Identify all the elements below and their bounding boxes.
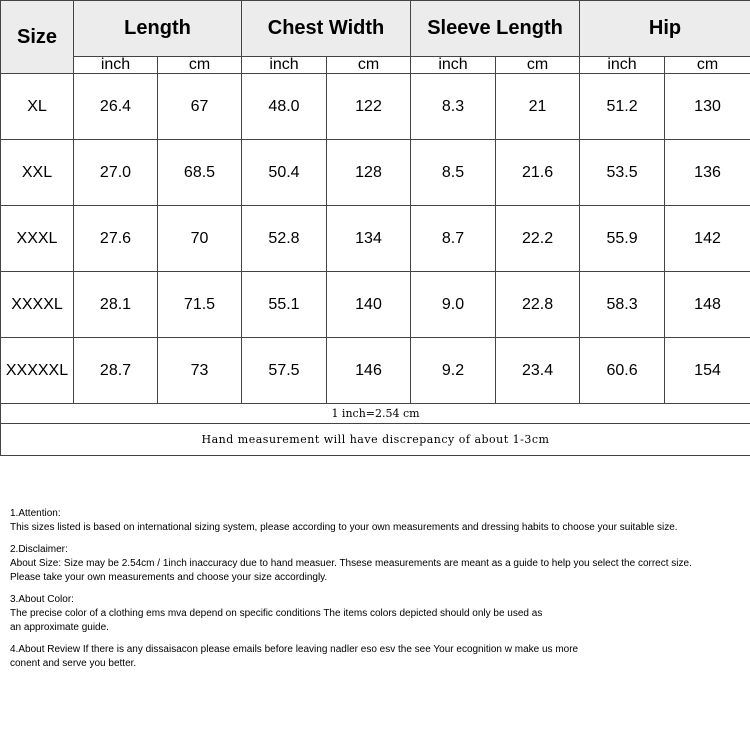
header-sleeve-length: Sleeve Length — [411, 1, 580, 57]
value-cell: 122 — [327, 74, 411, 140]
unit-row — [1, 57, 750, 74]
value-cell: 136 — [665, 140, 750, 206]
size-cell: XXXXXL — [1, 338, 74, 404]
value-cell: 8.3 — [411, 74, 496, 140]
note-line: 2.Disclaimer: — [10, 544, 68, 555]
note-review — [10, 643, 745, 671]
value-cell: 55.1 — [242, 272, 327, 338]
note-line: This sizes listed is based on international sizing system, please according to your own measurements and dressing habits to choose your suitable size. — [10, 522, 678, 533]
note-line: 1.Attention: — [10, 508, 61, 519]
value-cell: 48.0 — [242, 74, 327, 140]
value-cell: 58.3 — [580, 272, 665, 338]
value-cell: 154 — [665, 338, 750, 404]
value-cell: 28.1 — [74, 272, 158, 338]
unit-cell: inch — [411, 57, 496, 74]
unit-cell: inch — [74, 57, 158, 74]
note-line: The precise color of a clothing ems mva depend on specific conditions The items colors depicted should only be used as — [10, 608, 543, 619]
value-cell: 26.4 — [74, 74, 158, 140]
note-line: conent and serve you better. — [10, 658, 137, 669]
table-row — [1, 338, 750, 404]
value-cell: 148 — [665, 272, 750, 338]
note-line: an approximate guide. — [10, 622, 109, 633]
size-cell: XL — [1, 74, 74, 140]
value-cell: 73 — [158, 338, 242, 404]
table-row — [1, 272, 750, 338]
value-cell: 51.2 — [580, 74, 665, 140]
conversion-row — [1, 404, 750, 424]
value-cell: 23.4 — [496, 338, 580, 404]
value-cell: 27.0 — [74, 140, 158, 206]
table-row — [1, 140, 750, 206]
value-cell: 52.8 — [242, 206, 327, 272]
conversion-note: 1 inch=2.54 cm — [1, 404, 750, 424]
note-line: About Size: Size may be 2.54cm / 1inch inaccuracy due to hand measuer. Thsese measurements are meant as a guide to help you select the correct size. — [10, 558, 692, 569]
value-cell: 134 — [327, 206, 411, 272]
value-cell: 128 — [327, 140, 411, 206]
value-cell: 9.0 — [411, 272, 496, 338]
value-cell: 70 — [158, 206, 242, 272]
size-cell: XXXXL — [1, 272, 74, 338]
value-cell: 8.5 — [411, 140, 496, 206]
unit-cell: inch — [580, 57, 665, 74]
value-cell: 68.5 — [158, 140, 242, 206]
value-cell: 130 — [665, 74, 750, 140]
header-hip: Hip — [580, 1, 750, 57]
unit-cell: inch — [242, 57, 327, 74]
value-cell: 8.7 — [411, 206, 496, 272]
value-cell: 22.2 — [496, 206, 580, 272]
value-cell: 142 — [665, 206, 750, 272]
note-color — [10, 593, 745, 635]
unit-cell: cm — [496, 57, 580, 74]
value-cell: 71.5 — [158, 272, 242, 338]
value-cell: 27.6 — [74, 206, 158, 272]
note-line: 3.About Color: — [10, 594, 74, 605]
unit-cell: cm — [158, 57, 242, 74]
header-chest-width: Chest Width — [242, 1, 411, 57]
value-cell: 21.6 — [496, 140, 580, 206]
discrepancy-row — [1, 424, 750, 456]
table-row — [1, 74, 750, 140]
value-cell: 60.6 — [580, 338, 665, 404]
header-size: Size — [1, 1, 74, 74]
note-line: Please take your own measurements and choose your size accordingly. — [10, 572, 328, 583]
value-cell: 55.9 — [580, 206, 665, 272]
unit-cell: cm — [327, 57, 411, 74]
note-disclaimer — [10, 543, 745, 585]
value-cell: 53.5 — [580, 140, 665, 206]
note-attention — [10, 507, 745, 535]
header-row — [1, 1, 750, 57]
size-cell: XXXL — [1, 206, 74, 272]
notes-section — [10, 507, 745, 679]
size-cell: XXL — [1, 140, 74, 206]
unit-cell: cm — [665, 57, 750, 74]
value-cell: 21 — [496, 74, 580, 140]
value-cell: 57.5 — [242, 338, 327, 404]
table-row — [1, 206, 750, 272]
value-cell: 146 — [327, 338, 411, 404]
value-cell: 9.2 — [411, 338, 496, 404]
value-cell: 28.7 — [74, 338, 158, 404]
note-line: 4.About Review If there is any dissaisacon please emails before leaving nadler eso esv the see Your ecognition w make us more — [10, 644, 579, 655]
header-length: Length — [74, 1, 242, 57]
value-cell: 22.8 — [496, 272, 580, 338]
value-cell: 67 — [158, 74, 242, 140]
value-cell: 140 — [327, 272, 411, 338]
value-cell: 50.4 — [242, 140, 327, 206]
discrepancy-note: Hand measurement will have discrepancy of about 1-3cm — [1, 424, 750, 456]
